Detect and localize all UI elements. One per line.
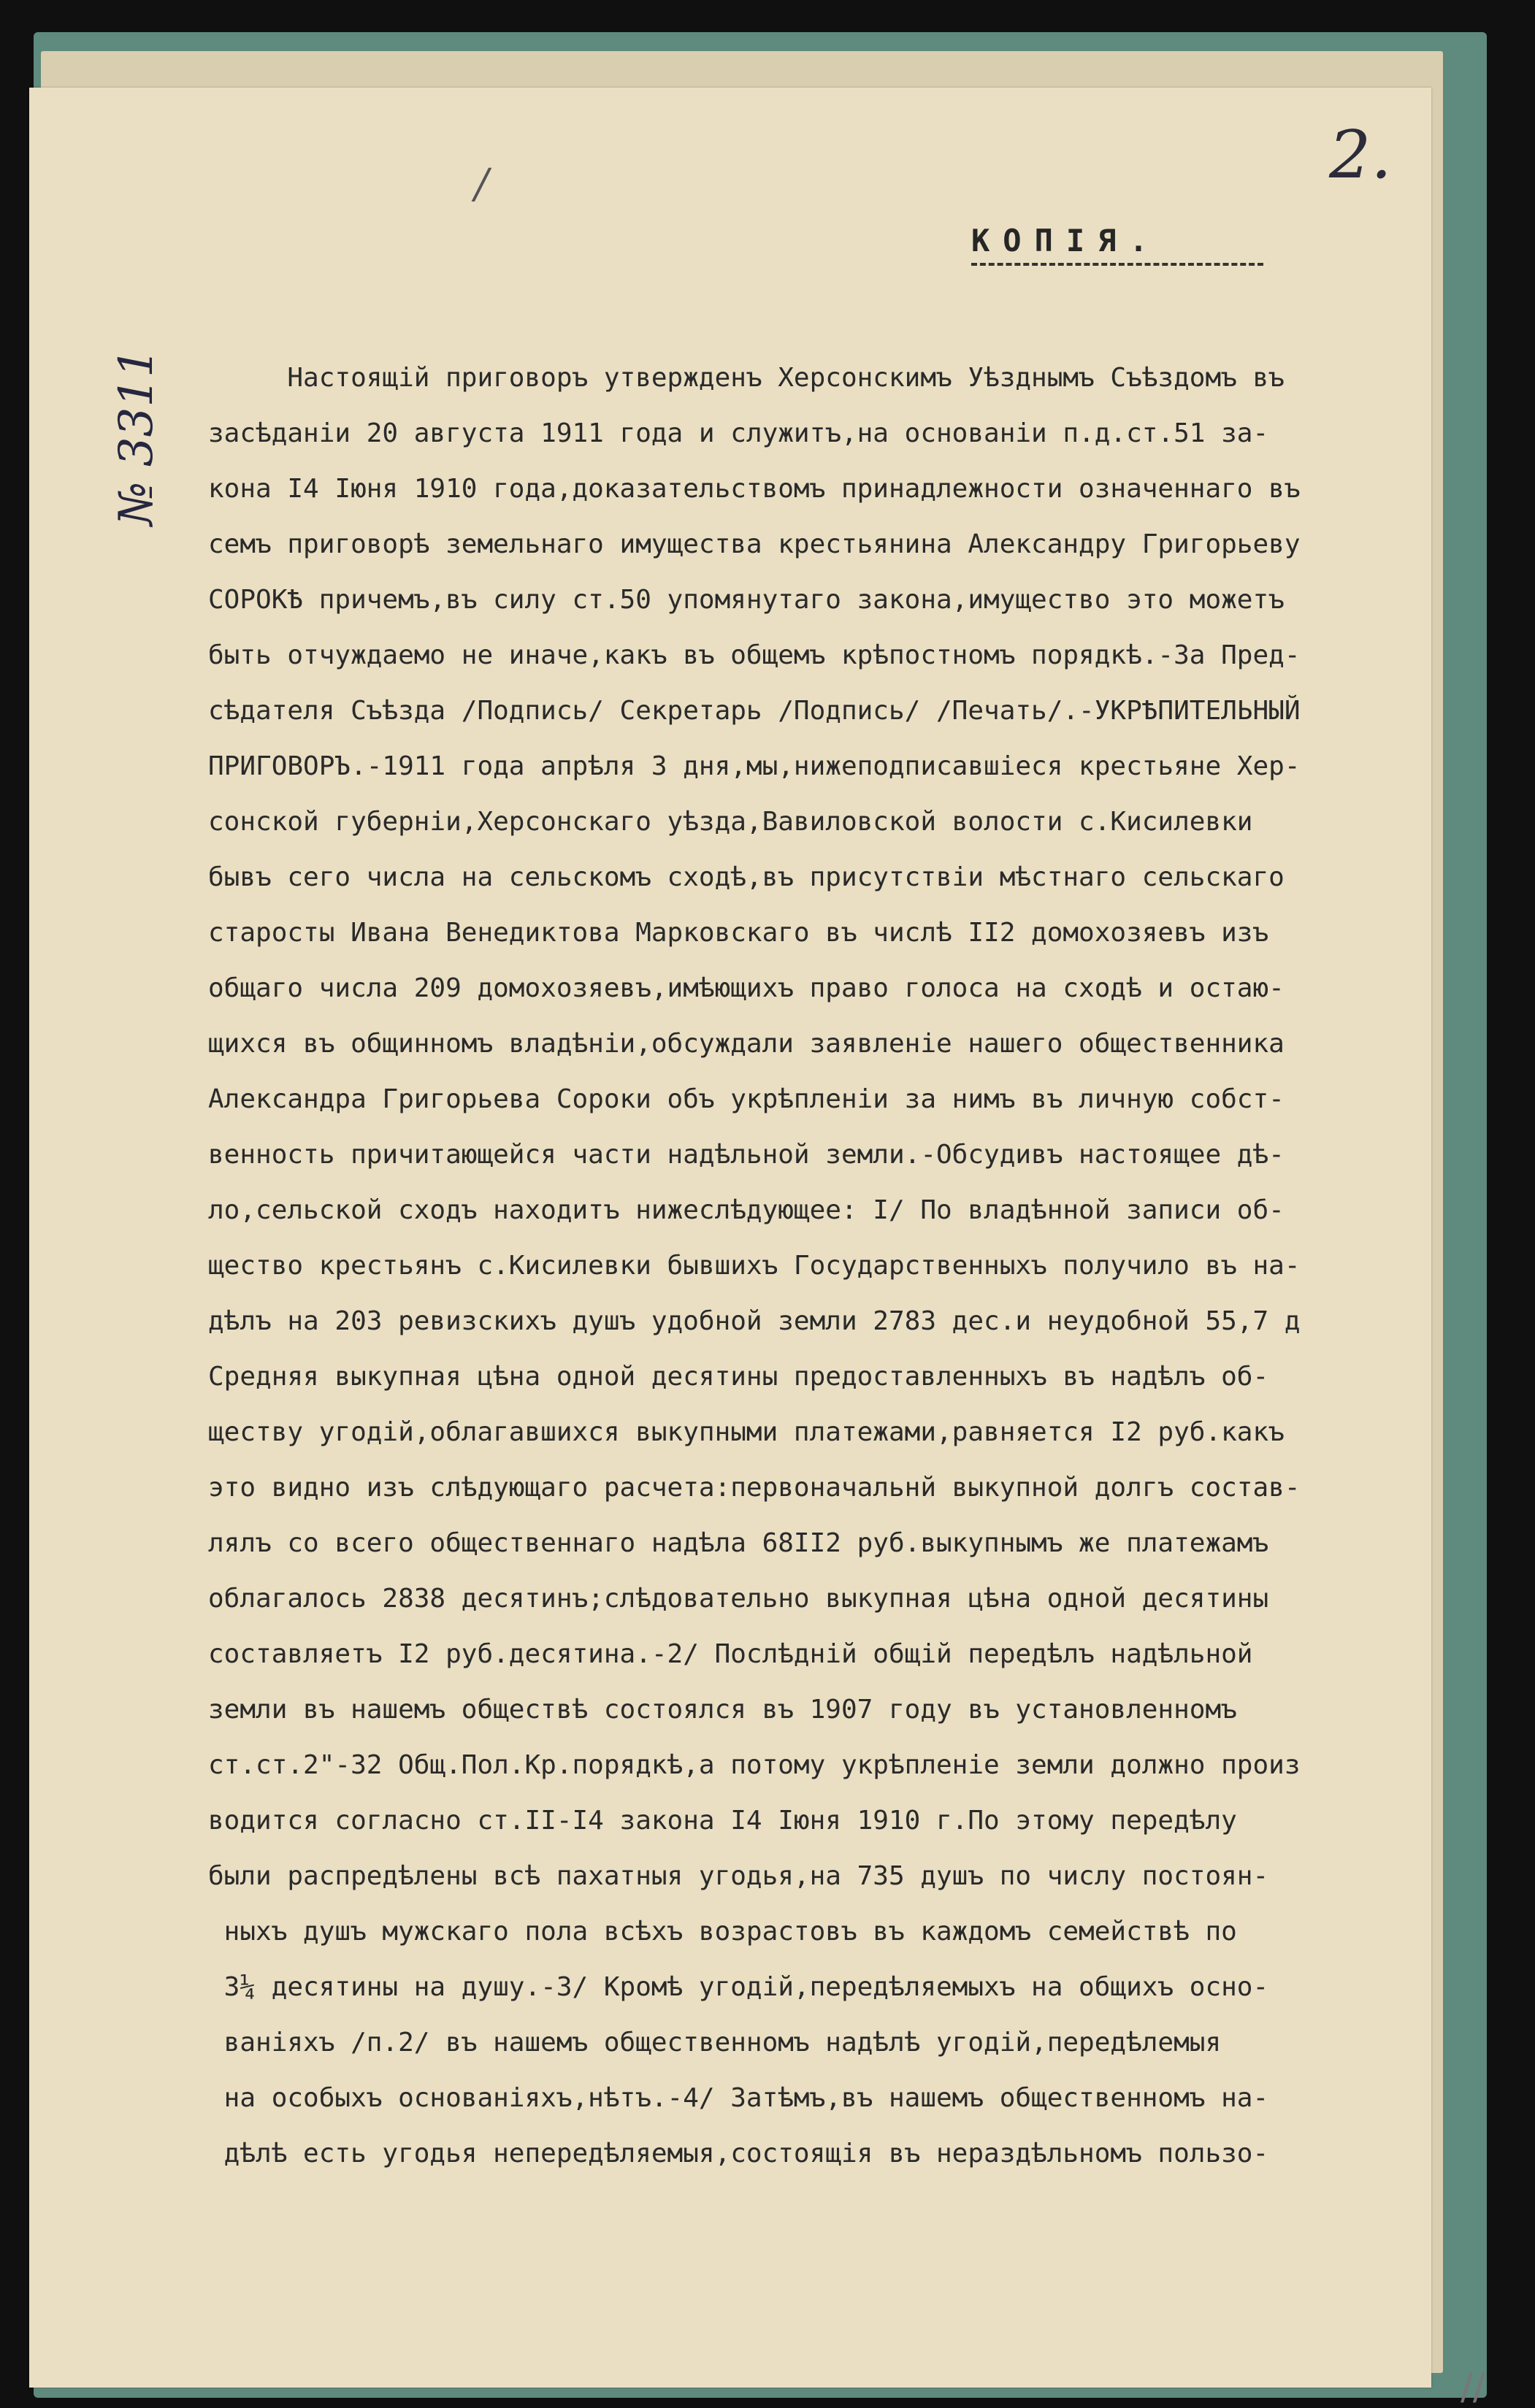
text-line: дѣлѣ есть угодья непередѣляемыя,состоящiя въ нераздѣльномъ пользо-: [208, 2139, 1269, 2169]
text-line: щество крестьянъ с.Кисилевки бывшихъ Государственныхъ получило въ на-: [208, 1251, 1301, 1281]
text-line: венность причитающейся части надѣльной земли.-Обсудивъ настоящее дѣ-: [208, 1140, 1285, 1170]
text-line: семъ приговорѣ земельнаго имущества крестьянина Александру Григорьеву: [208, 529, 1301, 559]
text-line: сонской губернiи,Херсонскаго уѣзда,Вавиловской волости с.Кисилевки: [208, 807, 1253, 837]
text-line: Средняя выкупная цѣна одной десятины предоставленныхъ въ надѣлъ об-: [208, 1362, 1269, 1392]
margin-tick: //: [1461, 2366, 1485, 2408]
text-line: Александра Григорьева Сороки объ укрѣпленiи за нимъ въ личную собст-: [208, 1084, 1285, 1114]
text-line: Настоящiй приговоръ утвержденъ Херсонскимъ Уѣзднымъ Съѣздомъ въ: [208, 363, 1285, 393]
text-line: составляетъ I2 руб.десятина.-2/ Послѣднiй общiй передѣлъ надѣльной: [208, 1639, 1253, 1669]
text-line: засѣданiи 20 августа 1911 года и служитъ,на основанiи п.д.ст.51 за-: [208, 418, 1269, 448]
document-body: [208, 350, 1450, 2182]
text-line: ст.ст.2"-32 Общ.Пол.Кр.порядкѣ,а потому укрѣпленiе земли должно произ: [208, 1750, 1301, 1780]
text-line: бывъ сего числа на сельскомъ сходѣ,въ присутствiи мѣстнаго сельскаго: [208, 862, 1285, 892]
text-line: ло,сельской сходъ находитъ нижеслѣдующее: I/ По владѣнной записи об-: [208, 1195, 1285, 1225]
text-line: общаго числа 209 домохозяевъ,имѣющихъ право голоса на сходѣ и остаю-: [208, 973, 1285, 1003]
text-line: 3¼ десятины на душу.-3/ Кромѣ угодiй,передѣляемыхъ на общихъ осно-: [208, 1972, 1269, 2002]
text-line: быть отчуждаемо не иначе,какъ въ общемъ крѣпостномъ порядкѣ.-За Пред-: [208, 640, 1301, 670]
text-line: облагалось 2838 десятинъ;слѣдовательно выкупная цѣна одной десятины: [208, 1584, 1269, 1614]
text-line: на особыхъ основанiяхъ,нѣтъ.-4/ Затѣмъ,въ нашемъ общественномъ на-: [208, 2083, 1269, 2113]
text-line: были распредѣлены всѣ пахатныя угодья,на 735 душъ по числу постоян-: [208, 1861, 1269, 1891]
text-line: ныхъ душъ мужскаго пола всѣхъ возрастовъ въ каждомъ семействѣ по: [208, 1917, 1237, 1947]
document-page: [29, 88, 1485, 2408]
text-line: СОРОКѢ причемъ,въ силу ст.50 упомянутаго закона,имущество это можетъ: [208, 585, 1285, 615]
text-line: это видно изъ слѣдующаго расчета:первоначальнй выкупной долгъ состав-: [208, 1473, 1301, 1503]
text-line: кона I4 Iюня 1910 года,доказательствомъ принадлежности означеннаго въ: [208, 474, 1301, 504]
text-line: ванiяхъ /п.2/ въ нашемъ общественномъ надѣлѣ угодiй,передѣлемыя: [208, 2028, 1222, 2058]
text-line: лялъ со всего общественнаго надѣла 68II2 руб.выкупнымъ же платежамъ: [208, 1528, 1269, 1558]
page-number: 2.: [1329, 117, 1392, 193]
text-line: водится согласно ст.II-I4 закона I4 Iюня 1910 г.По этому передѣлу: [208, 1806, 1237, 1836]
text-line: щихся въ общинномъ владѣнiи,обсуждали заявленiе нашего общественника: [208, 1029, 1285, 1059]
text-line: ществу угодiй,облагавшихся выкупными платежами,равняется I2 руб.какъ: [208, 1417, 1285, 1447]
pencil-mark: /: [475, 161, 489, 208]
title-underline: [971, 263, 1263, 266]
document-title: КОПIЯ.: [971, 223, 1161, 258]
text-line: дѣлъ на 203 ревизскихъ душъ удобной земли 2783 дес.и неудобной 55,7 д: [208, 1306, 1301, 1336]
text-line: земли въ нашемъ обществѣ состоялся въ 1907 году въ установленномъ: [208, 1695, 1237, 1725]
text-line: ПРИГОВОРЪ.-1911 года апрѣля 3 дня,мы,нижеподписавшiеся крестьяне Хер-: [208, 751, 1301, 781]
inventory-number: № 3311: [110, 348, 164, 526]
text-line: старосты Ивана Венедиктова Марковскаго въ числѣ II2 домохозяевъ изъ: [208, 918, 1269, 948]
text-line: сѣдателя Съѣзда /Подпись/ Секретарь /Подпись/ /Печать/.-УКРѢПИТЕЛЬНЫЙ: [208, 696, 1301, 726]
